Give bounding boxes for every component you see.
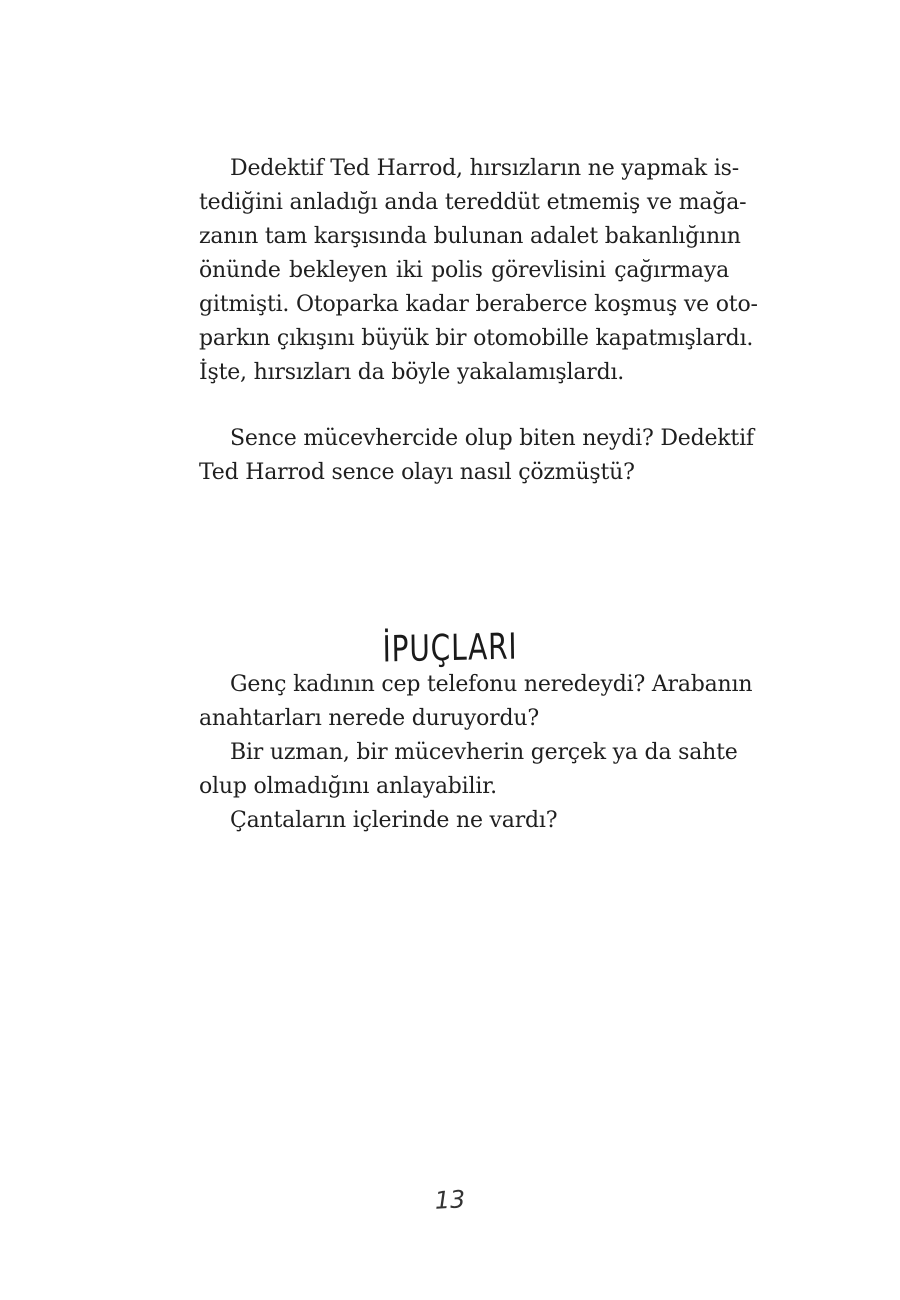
text-line: İşte, hırsızları da böyle yakalamışlardı. bbox=[199, 360, 625, 385]
clue-line: Bir uzman, bir mücevherin gerçek ya da sahte bbox=[230, 740, 738, 765]
clues-heading: İPUÇLARI bbox=[382, 626, 518, 671]
clue-line: Genç kadının cep telefonu neredeydi? Arabanın bbox=[230, 672, 753, 697]
text-line: Dedektif Ted Harrod, hırsızların ne yapmak is- bbox=[230, 156, 739, 181]
text-line: önünde bekleyen iki polis görevlisini çağırmaya bbox=[199, 258, 729, 283]
text-line: zanın tam karşısında bulunan adalet bakanlığının bbox=[199, 224, 741, 249]
question-paragraph bbox=[199, 422, 754, 490]
page-number: 13 bbox=[434, 1185, 466, 1215]
clue-line: Çantaların içlerinde ne vardı? bbox=[230, 808, 558, 833]
text-line: Sence mücevhercide olup biten neydi? Dedektif bbox=[230, 426, 754, 451]
clues-list bbox=[199, 668, 753, 838]
story-paragraph bbox=[199, 152, 758, 390]
text-line: gitmişti. Otoparka kadar beraberce koşmuş ve oto- bbox=[199, 292, 758, 317]
text-line: tediğini anladığı anda tereddüt etmemiş ve mağa- bbox=[199, 190, 747, 215]
clue-line: olup olmadığını anlayabilir. bbox=[199, 774, 497, 799]
clue-line: anahtarları nerede duruyordu? bbox=[199, 706, 539, 731]
text-line: Ted Harrod sence olayı nasıl çözmüştü? bbox=[199, 460, 635, 485]
text-line: parkın çıkışını büyük bir otomobille kapatmışlardı. bbox=[199, 326, 754, 351]
